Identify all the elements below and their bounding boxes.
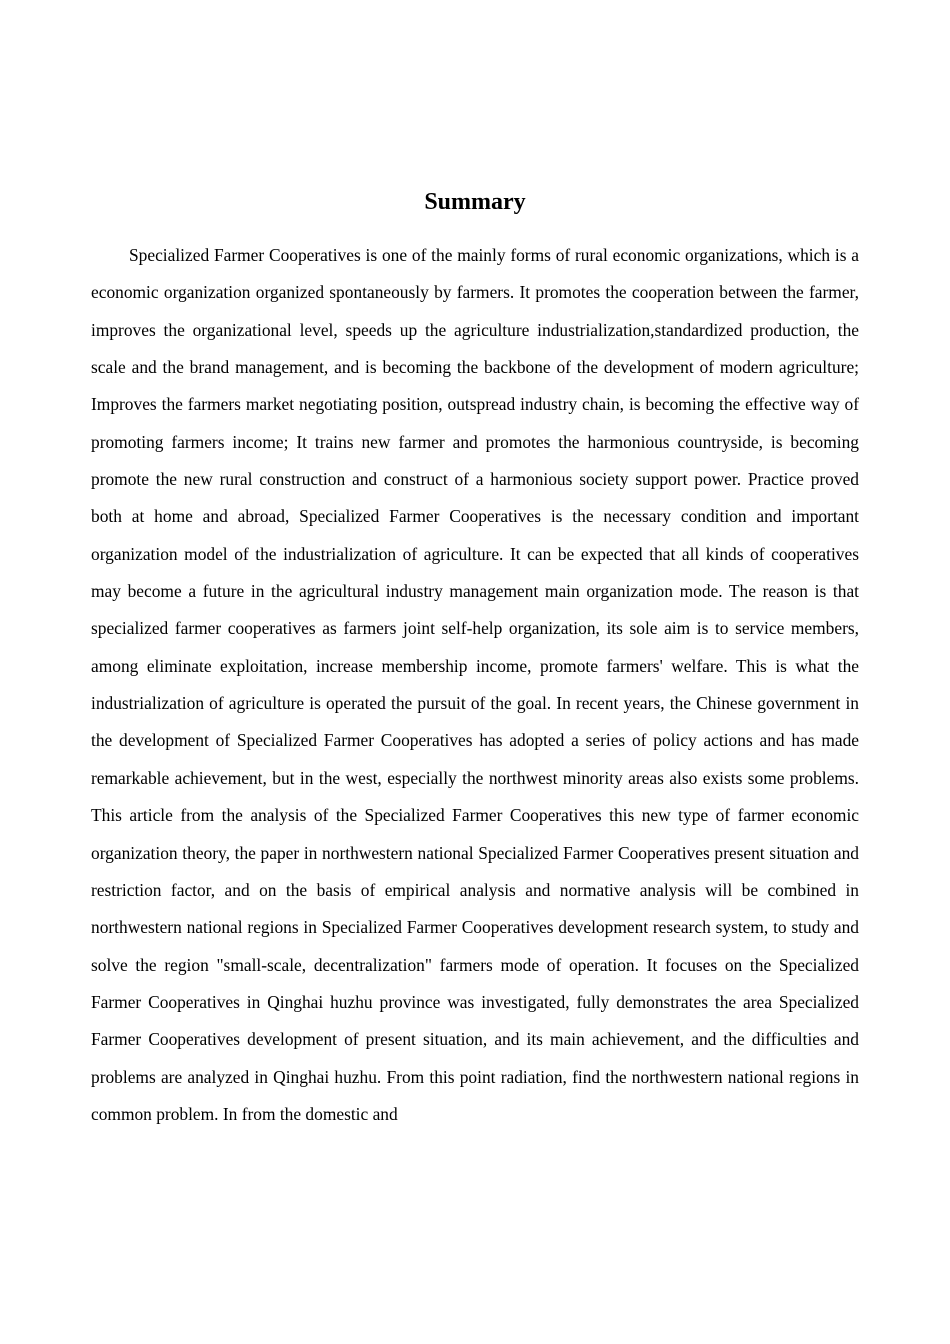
page-title: Summary: [424, 189, 526, 215]
summary-paragraph: Specialized Farmer Cooperatives is one of the mainly forms of rural economic organizations, which is a economic organization organized spontaneously by farmers. It promotes the cooperation between the farmer, improves the organizational level, speeds up the agriculture industrialization,standardized production, the scale and the brand management, and is becoming the backbone of the development of modern agriculture; Improves the farmers market negotiating position, outspread industry chain, is becoming the effective way of promoting farmers income; It trains new farmer and promotes the harmonious countryside, is becoming promote the new rural construction and construct of a harmonious society support power. Practice proved both at home and abroad, Specialized Farmer Cooperatives is the necessary condition and important organization model of the industrialization of agriculture. It can be expected that all kinds of cooperatives may become a future in the agricultural industry management main organization mode. The reason is that specialized farmer cooperatives as farmers joint self-help organization, its sole aim is to service members, among eliminate exploitation, increase membership income, promote farmers' welfare. This is what the industrialization of agriculture is operated the pursuit of the goal. In recent years, the Chinese government in the development of Specialized Farmer Cooperatives has adopted a series of policy actions and has made remarkable achievement, but in the west, especially the northwest minority areas also exists some problems. This article from the analysis of the Specialized Farmer Cooperatives this new type of farmer economic organization theory, the paper in northwestern national Specialized Farmer Cooperatives present situation and restriction factor, and on the basis of empirical analysis and normative analysis will be combined in northwestern national regions in Specialized Farmer Cooperatives development research system, to study and solve the region "small-scale, decentralization" farmers mode of operation. It focuses on the Specialized Farmer Cooperatives in Qinghai huzhu province was investigated, fully demonstrates the area Specialized Farmer Cooperatives development of present situation, and its main achievement, and the difficulties and problems are analyzed in Qinghai huzhu. From this point radiation, find the northwestern national regions in common problem. In from the domestic and: [91, 245, 859, 1124]
